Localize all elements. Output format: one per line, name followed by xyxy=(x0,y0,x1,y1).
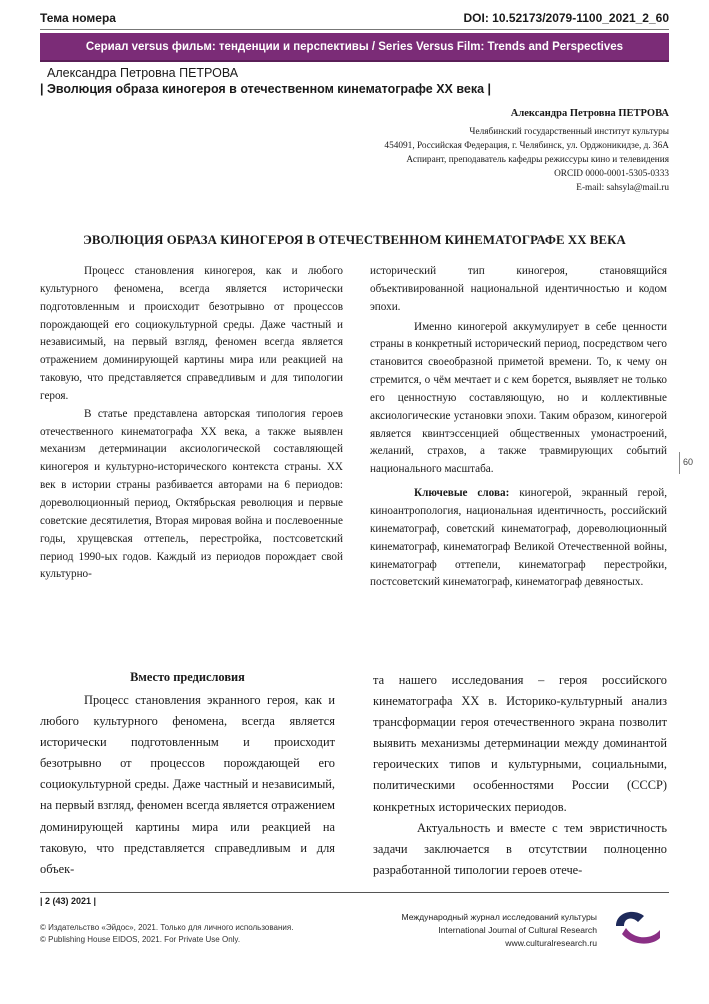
journal-block xyxy=(401,911,597,950)
running-author: Александра Петровна ПЕТРОВА xyxy=(47,66,239,80)
keywords-paragraph xyxy=(370,485,667,592)
journal-url: www.culturalresearch.ru xyxy=(505,938,597,948)
author-name: Александра Петровна ПЕТРОВА xyxy=(510,108,669,119)
position-line: Аспирант, преподаватель кафедры режиссуры кино и телевидения xyxy=(406,155,669,165)
journal-logo-icon xyxy=(612,904,664,944)
abstract-paragraph: Именно киногерой аккумулирует в себе ценности страны в конкретный исторический период, посредством чего становится своеобразной приметой времени. То, к чему он стремится, о чём мечтает и с кем борется, выявляет не только его ценностную составляющую, но и коллективные аксиологические установки эпохи. Таким образом, киногерой является квинтэссенцией общественных умонастроений, желаний, страхов, а также травмирующих событий национального масштаба. xyxy=(370,320,667,476)
journal-name-ru: Международный журнал исследований культуры xyxy=(401,912,597,922)
abstract-paragraph: исторический тип киногероя, становящийся объективированной национальной идентичностью и кодом эпохи. xyxy=(370,265,667,313)
orcid-line: ORCID 0000-0001-5305-0333 xyxy=(554,169,669,179)
running-title: | Эволюция образа киногероя в отечественном кинематографе XX века | xyxy=(40,82,492,96)
footer-divider xyxy=(40,892,669,893)
keywords-text: киногерой, экранный герой, киноантропология, национальная идентичность, российский кинематограф, советский кинематограф, дореволюционный кинематограф, кинематограф Великой Отечественной войны, кинематограф оттепели, кинематограф перестройки, постсоветский кинематограф, кинематограф девяностых. xyxy=(370,487,667,589)
header-divider xyxy=(40,29,669,30)
section-heading: Вместо предисловия xyxy=(130,670,245,684)
body-paragraph: Актуальность и вместе с тем эвристичность задачи заключается в отсутствии полноценно разработанной типологии героев отече- xyxy=(373,820,667,877)
email-line: E-mail: sahsyla@mail.ru xyxy=(576,183,669,193)
copyright-block xyxy=(40,922,293,946)
doi-label: DOI: 10.52173/2079-1100_2021_2_60 xyxy=(463,11,669,25)
body-paragraph: та нашего исследования – героя российского кинематографа XX в. Историко-культурный анализ трансформации героя отечественного экрана позволит выявить механизмы детерминации между доминантой героических типов и культурными, социальными, политическими особенностями России (СССР) конкретных исторических периодов. xyxy=(373,673,667,814)
copyright-en: © Publishing House EIDOS, 2021. For Private Use Only. xyxy=(40,935,241,944)
page-number: 60 xyxy=(683,457,694,467)
address-line: 454091, Российская Федерация, г. Челябинск, ул. Орджоникидзе, д. 36А xyxy=(384,141,669,151)
abstract-column-left xyxy=(40,263,343,584)
section-label: Тема номера xyxy=(40,11,116,25)
abstract-column-right xyxy=(370,263,667,592)
article-title: ЭВОЛЮЦИЯ ОБРАЗА КИНОГЕРОЯ В ОТЕЧЕСТВЕННОМ КИНЕМАТОГРАФЕ XX ВЕКА xyxy=(83,233,626,247)
keywords-label: Ключевые слова: xyxy=(414,487,510,500)
affiliation-line: Челябинский государственный институт культуры xyxy=(469,127,669,137)
abstract-paragraph: В статье представлена авторская типология героев отечественного кинематографа XX века, а также выявлен механизм детерминации аксиологической составляющей киногероя и культурно-исторического контекста страны. XX век в истории страны разбивается авторами на 6 периодов: дореволюционный период, Октябрьская революция и первые советские десятилетия, Вторая мировая война и послевоенные годы, хрущевская оттепель, перестройка, постсоветский период 1990-ых годов. Каждый из периодов порождает свой культурно- xyxy=(40,407,343,581)
rubric-banner-text: Сериал versus фильм: тенденции и перспективы / Series Versus Film: Trends and Perspectives xyxy=(85,40,624,53)
copyright-ru: © Издательство «Эйдос», 2021. Только для личного использования. xyxy=(40,923,294,932)
body-paragraph: Процесс становления экранного героя, как и любого культурного феномена, всегда является исторически подготовленным и происходит безотрывно от процессов порождающей его социокультурной среды. Даже частный и независимый, на первый взгляд, феномен всегда является отражением доминирующей картины мира или реакцией на таковую, что представляется справедливым и для объек- xyxy=(40,693,335,876)
body-column-right xyxy=(373,670,667,881)
body-column-left xyxy=(40,690,335,880)
abstract-paragraph: Процесс становления киногероя, как и любого культурного феномена, всегда является исторически подготовленным и происходит безотрывно от процессов порождающей его социокультурной среды. Даже частный и независимый, на первый взгляд, феномен всегда является отражением доминирующей картины мира или реакцией на таковую, что представляется справедливым и для типологии героя. xyxy=(40,265,343,402)
page-number-marker xyxy=(679,452,680,474)
rubric-banner xyxy=(40,33,669,62)
issue-label: | 2 (43) 2021 | xyxy=(40,896,97,906)
journal-name-en: International Journal of Cultural Research xyxy=(438,925,597,935)
